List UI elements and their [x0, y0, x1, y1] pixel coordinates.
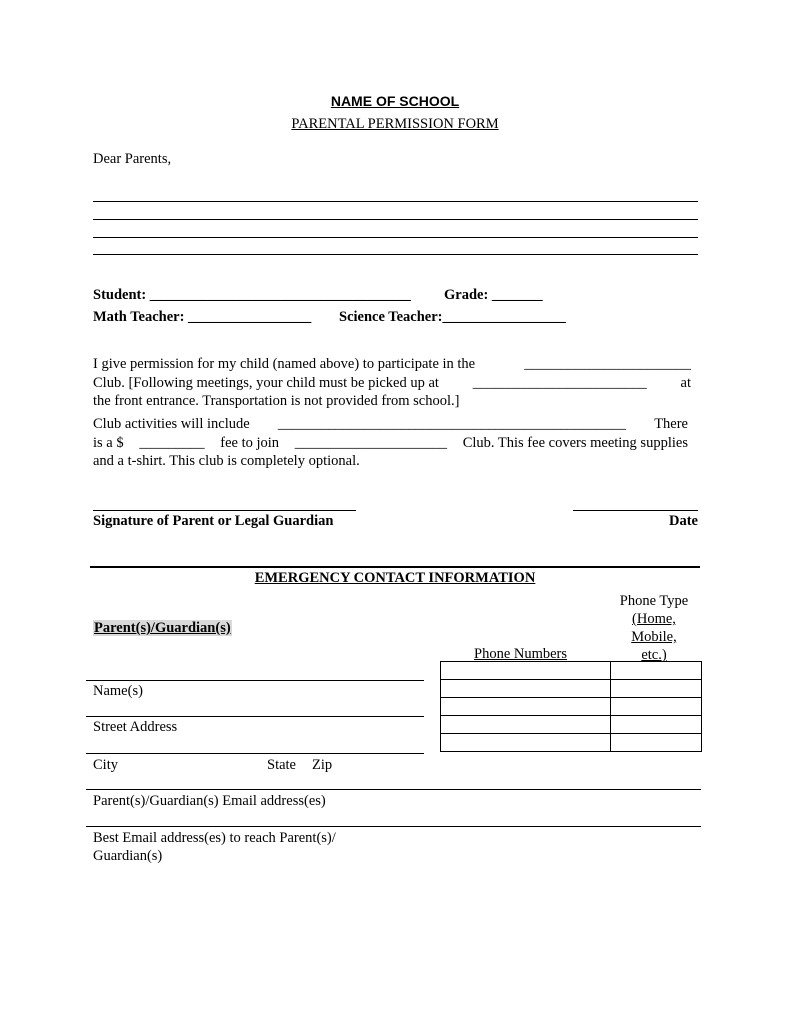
- fee-amount-blank[interactable]: _________: [139, 434, 205, 451]
- phone-number-cell[interactable]: [441, 698, 611, 716]
- street-label: Street Address: [93, 719, 178, 735]
- guardian-heading-text: Parent(s)/Guardian(s): [94, 620, 231, 636]
- email-label: Parent(s)/Guardian(s) Email address(es): [93, 793, 326, 809]
- phone-type-header-1: Phone Type: [619, 593, 689, 609]
- phone-type-cell[interactable]: [611, 698, 702, 716]
- phone-number-cell[interactable]: [441, 734, 611, 752]
- city-line[interactable]: [86, 753, 424, 754]
- phone-number-cell[interactable]: [441, 662, 611, 680]
- pickup-location-blank[interactable]: ________________________: [472, 374, 647, 391]
- message-line-4[interactable]: [93, 254, 698, 255]
- best-email-label-1: Best Email address(es) to reach Parent(s)/: [93, 830, 336, 846]
- permission-text-3: the front entrance. Transportation is not provided from school.]: [93, 393, 460, 409]
- best-email-label: [93, 829, 336, 865]
- fee-text-2: fee to join: [220, 434, 280, 451]
- school-name: NAME OF SCHOOL: [330, 93, 460, 109]
- phone-type-header-3: Mobile,: [631, 629, 677, 645]
- state-label: State: [267, 757, 296, 773]
- phone-type-header-4: etc.): [641, 647, 667, 663]
- table-row: [441, 734, 702, 752]
- message-line-3[interactable]: [93, 237, 698, 238]
- best-email-label-2: Guardian(s): [93, 848, 163, 864]
- table-row: [441, 698, 702, 716]
- activities-blank[interactable]: ________________________________________________: [277, 416, 626, 432]
- date-line[interactable]: [573, 510, 698, 511]
- best-email-line[interactable]: [86, 826, 701, 827]
- phone-type-cell[interactable]: [611, 662, 702, 680]
- names-line[interactable]: [86, 680, 424, 681]
- phone-type-cell[interactable]: [611, 734, 702, 752]
- math-teacher-field[interactable]: Math Teacher: _________________: [93, 309, 312, 325]
- message-line-1[interactable]: [93, 201, 698, 202]
- phone-numbers-header: Phone Numbers: [474, 646, 568, 662]
- email-line[interactable]: [86, 789, 701, 790]
- phone-type-cell[interactable]: [611, 680, 702, 698]
- city-label: City: [93, 757, 118, 773]
- section-divider: [90, 566, 700, 568]
- emergency-heading: EMERGENCY CONTACT INFORMATION: [254, 570, 536, 586]
- club-name-blank[interactable]: _______________________: [524, 356, 691, 372]
- permission-text-at: at: [680, 374, 691, 391]
- permission-paragraph: [93, 355, 691, 411]
- message-line-2[interactable]: [93, 219, 698, 220]
- activities-text-3: and a t-shirt. This club is completely optional.: [93, 453, 360, 469]
- table-row: [441, 716, 702, 734]
- street-line[interactable]: [86, 716, 424, 717]
- fee-text-1: is a $: [93, 434, 124, 451]
- activities-text-there: There: [654, 416, 688, 432]
- club-join-blank[interactable]: _____________________: [294, 434, 448, 451]
- signature-line[interactable]: [93, 510, 356, 511]
- permission-text-2: Club. [Following meetings, your child must be picked up at: [93, 374, 439, 391]
- phone-table: [440, 661, 702, 752]
- activities-paragraph: [93, 415, 688, 471]
- activities-text-1: Club activities will include: [93, 416, 250, 432]
- guardian-heading: [93, 620, 232, 637]
- table-row: [441, 680, 702, 698]
- student-field[interactable]: Student: ____________________________________: [93, 287, 411, 303]
- form-title: PARENTAL PERMISSION FORM: [291, 116, 499, 132]
- science-teacher-field[interactable]: Science Teacher:_________________: [339, 309, 566, 325]
- permission-text-1: I give permission for my child (named above) to participate in the: [93, 356, 476, 372]
- phone-number-cell[interactable]: [441, 680, 611, 698]
- zip-label: Zip: [312, 757, 333, 773]
- phone-number-cell[interactable]: [441, 716, 611, 734]
- date-label: Date: [669, 513, 698, 529]
- signature-label: Signature of Parent or Legal Guardian: [93, 513, 334, 529]
- names-label: Name(s): [93, 683, 143, 699]
- table-row: [441, 662, 702, 680]
- grade-field[interactable]: Grade: _______: [444, 287, 543, 303]
- phone-type-cell[interactable]: [611, 716, 702, 734]
- fee-text-3: Club. This fee covers meeting supplies: [462, 434, 688, 451]
- phone-type-header: [606, 592, 702, 664]
- phone-type-header-2: (Home,: [632, 611, 676, 627]
- greeting: Dear Parents,: [93, 151, 172, 167]
